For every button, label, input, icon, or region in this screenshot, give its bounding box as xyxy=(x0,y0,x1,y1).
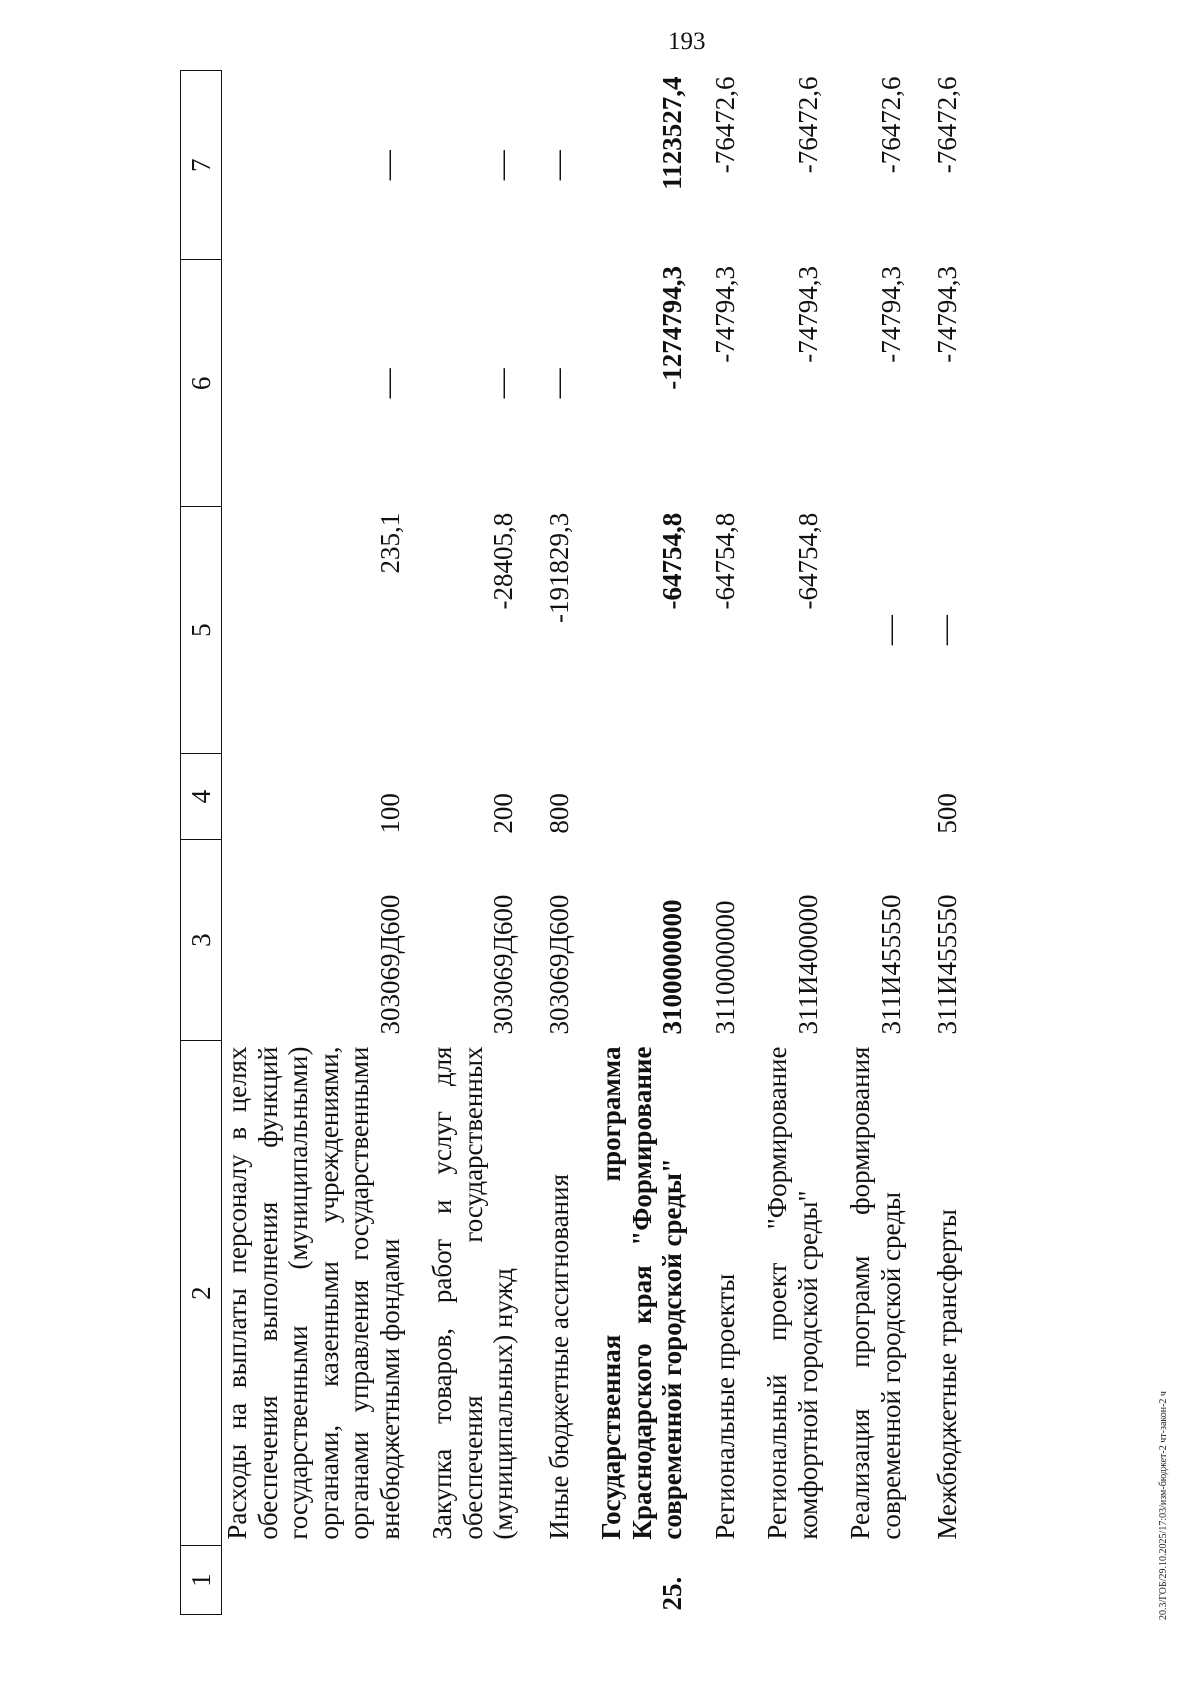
row-name: Закупка товаров, работ и услуг для обеспечения государственных (муниципальных) нужд xyxy=(427,1046,518,1540)
row-value-col7: — xyxy=(484,150,518,181)
row-code: 3100000000 xyxy=(657,899,688,1035)
page-number: 193 xyxy=(668,28,706,55)
row-value-col7: -76472,6 xyxy=(875,76,906,174)
table-row xyxy=(222,71,428,1615)
header-col-7: 7 xyxy=(181,71,222,260)
row-value-col6: -74794,3 xyxy=(792,265,823,363)
row-number xyxy=(427,1546,541,1615)
row-number xyxy=(541,1546,597,1615)
row-number xyxy=(845,1546,928,1615)
row-code: 311И455550 xyxy=(875,894,906,1035)
table-row xyxy=(928,71,962,1615)
row-value-col5: -191829,3 xyxy=(543,512,574,623)
header-col-4: 4 xyxy=(181,754,222,840)
row-value-col7: -76472,6 xyxy=(709,76,740,174)
row-number xyxy=(710,1546,763,1615)
row-value-col6: — xyxy=(484,368,518,399)
row-number xyxy=(222,1546,428,1615)
footer-code: 20.3/ГОБ/29.10.2025/17:03/изм-бюджет-2 чт-закон-2 ч xyxy=(1158,1391,1169,1620)
row-code: 311И400000 xyxy=(792,894,823,1035)
row-value-col7: 1123527,4 xyxy=(657,76,688,190)
table-header-row xyxy=(181,71,222,1615)
table-row xyxy=(845,71,928,1615)
row-number xyxy=(762,1546,845,1615)
table-row xyxy=(427,71,541,1615)
row-value-col6: -74794,3 xyxy=(875,265,906,363)
row-expense-type: 500 xyxy=(931,793,962,834)
row-name: Региональные проекты xyxy=(709,1273,740,1540)
row-number xyxy=(928,1546,962,1615)
row-code: 311И455550 xyxy=(931,894,962,1035)
row-code: 3110000000 xyxy=(709,900,740,1035)
row-value-col5: -64754,8 xyxy=(709,512,740,610)
table-row xyxy=(710,71,763,1615)
row-value-col5: 235,1 xyxy=(374,512,405,574)
row-expense-type xyxy=(596,754,710,840)
row-value-col5: -64754,8 xyxy=(792,512,823,610)
table-row xyxy=(762,71,845,1615)
table-row xyxy=(541,71,597,1615)
row-value-col6: — xyxy=(371,368,405,399)
header-col-5: 5 xyxy=(181,507,222,754)
row-name: Государственная программа Краснодарского края "Формирование современной городской среды" xyxy=(596,1046,688,1540)
row-expense-type: 200 xyxy=(488,793,518,834)
rotated-page xyxy=(180,70,1080,1615)
header-col-1: 1 xyxy=(181,1546,222,1615)
row-code: 303069Д600 xyxy=(374,894,405,1035)
row-name: Региональный проект "Формирование комфортной городской среды" xyxy=(762,1046,823,1540)
row-value-col5: — xyxy=(872,615,906,646)
row-value-col6: — xyxy=(540,368,574,399)
row-name: Реализация программ формирования современной городской среды xyxy=(845,1046,906,1540)
row-value-col5: -28405,8 xyxy=(488,512,518,610)
row-expense-type: 100 xyxy=(374,793,405,834)
row-number: 25. xyxy=(657,1576,688,1611)
budget-table xyxy=(180,70,962,1615)
row-name: Иные бюджетные ассигнования xyxy=(543,1174,574,1540)
row-value-col7: -76472,6 xyxy=(792,76,823,174)
row-name: Расходы на выплаты персоналу в целях обеспечения выполнения функций государственными (муниципальными) органами, казенными учреждениями, органами управления государственными внебюджетными фондами xyxy=(222,1046,405,1540)
row-value-col7: — xyxy=(540,150,574,181)
row-value-col6: -1274794,3 xyxy=(657,265,688,390)
table-row xyxy=(596,71,710,1615)
row-code: 303069Д600 xyxy=(543,894,574,1035)
row-expense-type: 800 xyxy=(543,793,574,834)
row-value-col5: -64754,8 xyxy=(657,512,688,610)
row-value-col5: — xyxy=(928,615,962,646)
row-value-col7: — xyxy=(371,150,405,181)
row-code: 303069Д600 xyxy=(488,894,518,1035)
row-value-col6: -74794,3 xyxy=(931,265,962,363)
row-name: Межбюджетные трансферты xyxy=(931,1209,962,1540)
row-value-col7: -76472,6 xyxy=(931,76,962,174)
row-value-col6: -74794,3 xyxy=(709,265,740,363)
row-expense-type xyxy=(845,754,928,840)
header-col-3: 3 xyxy=(181,840,222,1041)
row-expense-type xyxy=(762,754,845,840)
header-col-6: 6 xyxy=(181,260,222,507)
header-col-2: 2 xyxy=(181,1041,222,1546)
row-expense-type xyxy=(710,754,763,840)
